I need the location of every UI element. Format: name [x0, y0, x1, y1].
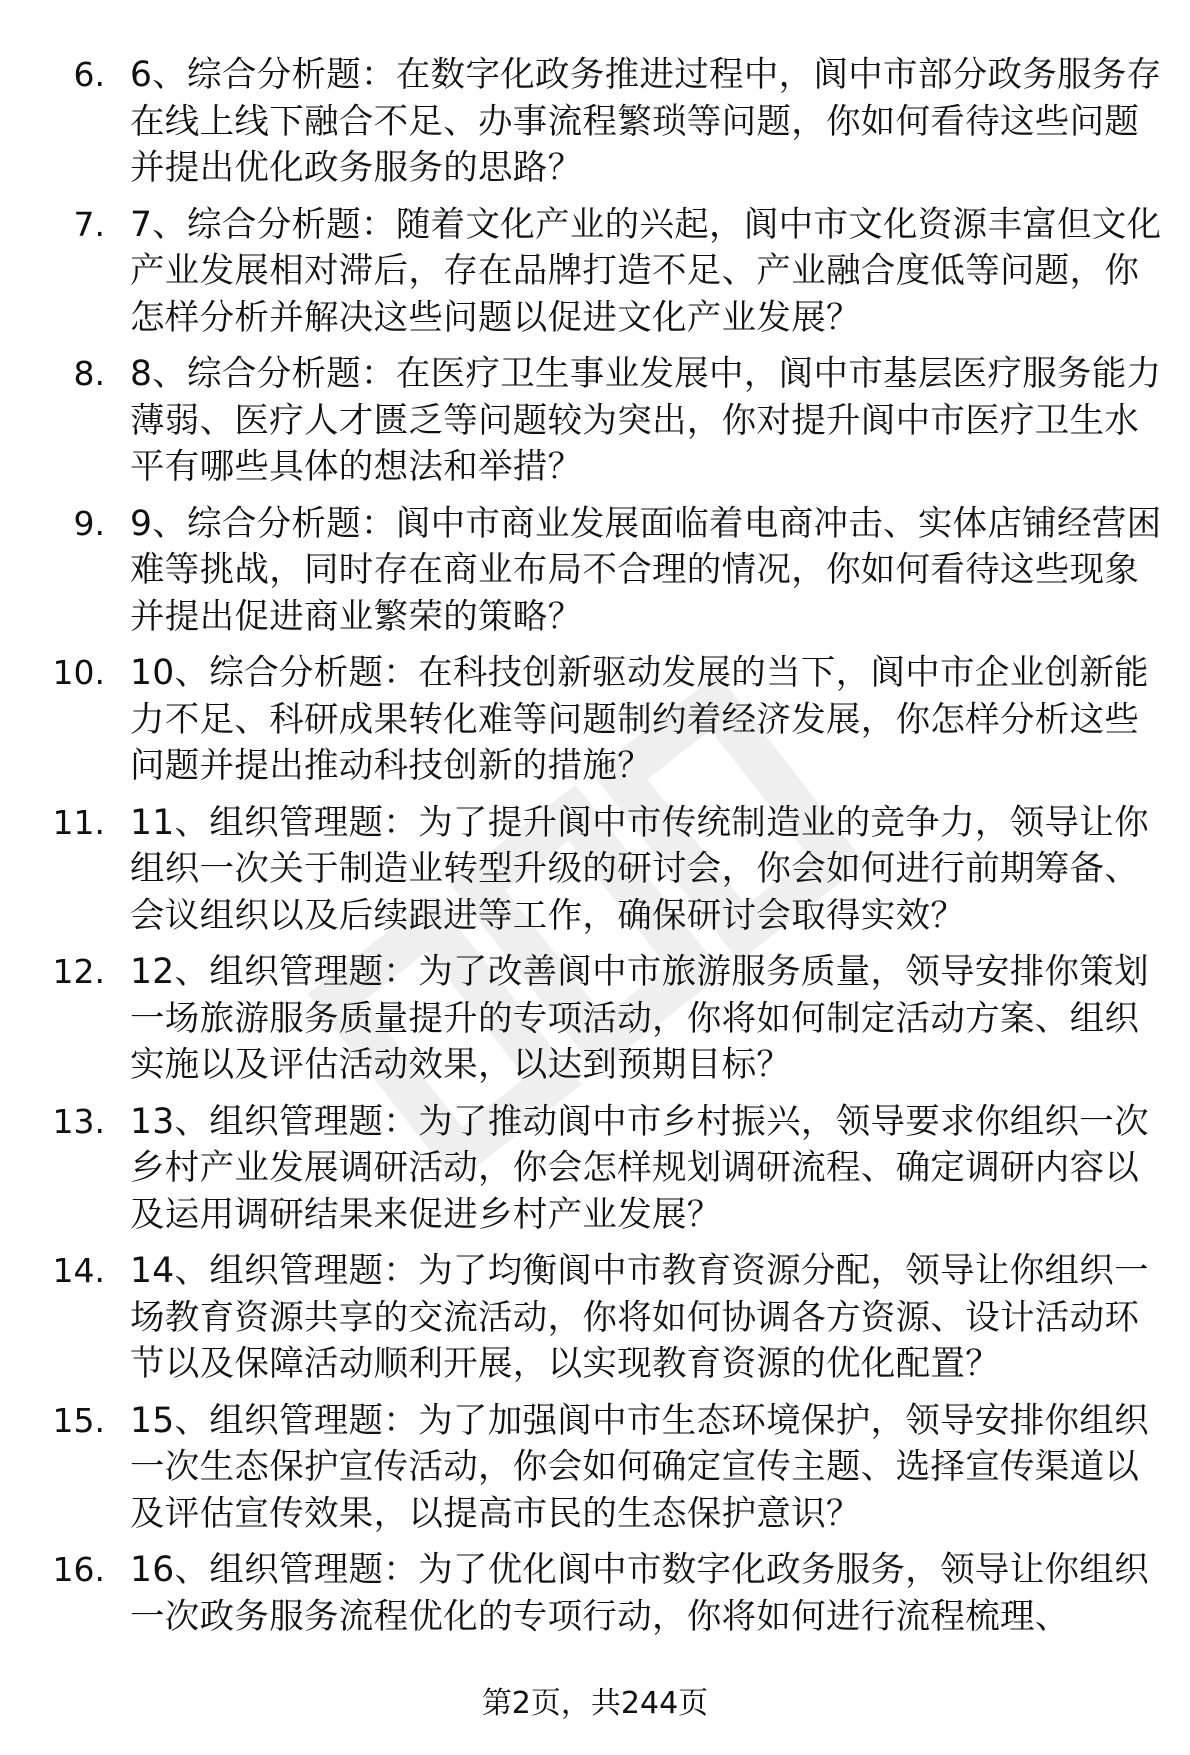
question-number: 12.	[52, 952, 105, 991]
question-item	[0, 351, 1190, 491]
question-text: 14、组织管理题：为了均衡阆中市教育资源分配，领导让你组织一场教育资源共享的交流活动，你将如何协调各方资源、设计活动环节以及保障活动顺利开展，以实现教育资源的优化配置？	[130, 1251, 1149, 1384]
question-number: 13.	[52, 1101, 105, 1141]
question-text: 15、组织管理题：为了加强阆中市生态环境保护，领导安排你组织一次生态保护宣传活动，你会如何确定宣传主题、选择宣传渠道以及评估宣传效果，以提高市民的生态保护意识？	[130, 1400, 1149, 1534]
question-text: 8、综合分析题：在医疗卫生事业发展中，阆中市基层医疗服务能力薄弱、医疗人才匮乏等问题较为突出，你对提升阆中市医疗卫生水平有哪些具体的想法和举措？	[130, 354, 1162, 487]
question-number: 7.	[73, 204, 105, 244]
question-text: 7、综合分析题：随着文化产业的兴起，阆中市文化资源丰富但文化产业发展相对滞后，存在品牌打造不足、产业融合度低等问题，你怎样分析并解决这些问题以促进文化产业发展？	[130, 204, 1162, 338]
question-text: 9、综合分析题：阆中市商业发展面临着电商冲击、实体店铺经营困难等挑战，同时存在商业布局不合理的情况，你如何看待这些现象并提出促进商业繁荣的策略？	[130, 503, 1162, 637]
question-item	[0, 1248, 1190, 1388]
question-number: 9.	[73, 503, 105, 543]
question-item	[0, 1547, 1190, 1640]
question-number: 8.	[73, 354, 105, 393]
question-item	[0, 1099, 1190, 1239]
question-item	[0, 52, 1190, 192]
question-item	[0, 1398, 1190, 1538]
question-text: 11、组织管理题：为了提升阆中市传统制造业的竞争力，领导让你组织一次关于制造业转型升级的研讨会，你会如何进行前期筹备、会议组织以及后续跟进等工作，确保研讨会取得实效？	[130, 802, 1149, 936]
question-item	[0, 949, 1190, 1089]
question-item	[0, 202, 1190, 342]
question-number: 15.	[52, 1400, 105, 1440]
page-footer: 第2页，共244页	[481, 1686, 709, 1721]
question-list	[0, 52, 1190, 1650]
question-text: 13、组织管理题：为了推动阆中市乡村振兴，领导要求你组织一次乡村产业发展调研活动，你会怎样规划调研流程、确定调研内容以及运用调研结果来促进乡村产业发展？	[130, 1101, 1149, 1235]
question-number: 16.	[52, 1550, 105, 1589]
question-number: 11.	[52, 802, 105, 842]
question-text: 10、综合分析题：在科技创新驱动发展的当下，阆中市企业创新能力不足、科研成果转化难等问题制约着经济发展，你怎样分析这些问题并提出推动科技创新的措施？	[130, 653, 1149, 786]
question-text: 12、组织管理题：为了改善阆中市旅游服务质量，领导安排你策划一场旅游服务质量提升的专项活动，你将如何制定活动方案、组织实施以及评估活动效果，以达到预期目标？	[130, 952, 1149, 1085]
question-item	[0, 800, 1190, 940]
question-number: 6.	[73, 55, 105, 94]
question-number: 10.	[52, 653, 105, 692]
question-item	[0, 650, 1190, 790]
question-number: 14.	[52, 1251, 105, 1290]
question-text: 6、综合分析题：在数字化政务推进过程中，阆中市部分政务服务存在线上线下融合不足、办事流程繁琐等问题，你如何看待这些问题并提出优化政务服务的思路？	[130, 55, 1162, 188]
question-text: 16、组织管理题：为了优化阆中市数字化政务服务，领导让你组织一次政务服务流程优化的专项行动，你将如何进行流程梳理、	[130, 1550, 1149, 1637]
question-item	[0, 501, 1190, 641]
